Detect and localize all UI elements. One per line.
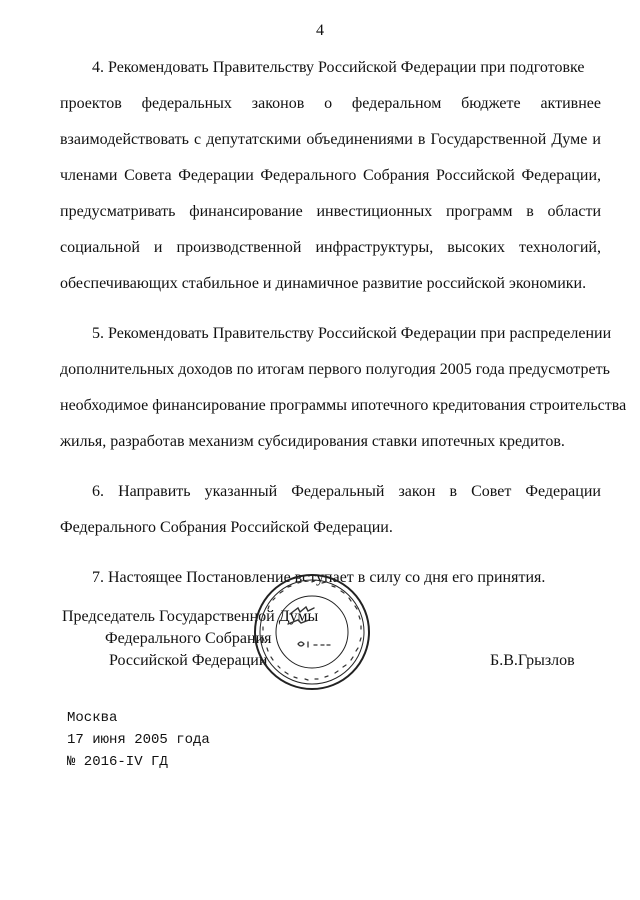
word: членами [60, 167, 118, 184]
word: депутатскими [206, 131, 302, 148]
signatory-title-line-2: Федерального Собрания [105, 630, 272, 647]
word: Российской [435, 167, 515, 184]
signatory-title-line-1: Председатель Государственной Думы [62, 608, 319, 625]
word: социальной [60, 239, 140, 256]
word: активнее [540, 95, 601, 112]
word: бюджете [461, 95, 521, 112]
word: о [324, 95, 333, 112]
word: области [547, 203, 601, 220]
word: Думе [551, 131, 588, 148]
paragraph-line-justified [60, 158, 601, 194]
footer-number: № 2016-IV ГД [67, 754, 168, 770]
word: технологий, [519, 239, 601, 256]
signatory-title-line-3: Российской Федерации [109, 652, 268, 669]
word: с [193, 131, 202, 148]
word: Федерального [260, 167, 357, 184]
word: инфраструктуры, [315, 239, 434, 256]
word: Федерации [525, 483, 601, 500]
word: программ [445, 203, 513, 220]
word: законов [251, 95, 305, 112]
word: и [592, 131, 601, 148]
paragraph-5 [60, 316, 627, 460]
word: Федерации, [521, 167, 601, 184]
paragraph-line-justified [60, 122, 601, 158]
word: производственной [176, 239, 302, 256]
footer-city: Москва [67, 710, 118, 726]
word: закон [398, 483, 436, 500]
word: взаимодействовать [60, 131, 189, 148]
word: Государственной [430, 131, 547, 148]
word: Совет [471, 483, 512, 500]
word: инвестиционных [316, 203, 433, 220]
word: федеральных [141, 95, 232, 112]
word: проектов [60, 95, 122, 112]
document-body [60, 50, 627, 610]
document-footer [67, 707, 210, 773]
word: в [417, 131, 426, 148]
word: Собрания [362, 167, 430, 184]
word: финансирование [189, 203, 303, 220]
paragraph-4 [60, 50, 601, 302]
word: Федеральный [291, 483, 385, 500]
page-number: 4 [316, 22, 324, 39]
paragraph-6 [60, 474, 601, 546]
footer-date: 17 июня 2005 года [67, 732, 210, 748]
paragraph-line: 7. Настоящее Постановление вступает в силу со дня его принятия. [92, 569, 546, 586]
paragraph-line-justified [60, 86, 601, 122]
paragraph-line-justified [60, 230, 601, 266]
word: федеральном [351, 95, 442, 112]
official-seal-stamp [252, 572, 372, 692]
paragraph-line: жилья, разработав механизм субсидирования ставки ипотечных кредитов. [60, 433, 565, 450]
paragraph-line-justified [60, 194, 601, 230]
paragraph-line: необходимое финансирование программы ипотечного кредитования строительства [60, 397, 627, 414]
word: в [526, 203, 534, 220]
word: и [153, 239, 163, 256]
word: в [449, 483, 458, 500]
paragraph-line: 4. Рекомендовать Правительству Российской Федерации при подготовке [92, 59, 585, 76]
word: объединениями [306, 131, 413, 148]
paragraph-line-justified [60, 474, 601, 510]
paragraph-line: дополнительных доходов по итогам первого полугодия 2005 года предусмотреть [60, 361, 610, 378]
paragraph-line: Федерального Собрания Российской Федерации. [60, 519, 393, 536]
word: высоких [447, 239, 505, 256]
paragraph-line: обеспечивающих стабильное и динамичное развитие российской экономики. [60, 275, 587, 292]
signatory-name: Б.В.Грызлов [490, 652, 575, 669]
paragraph-line: 5. Рекомендовать Правительству Российской Федерации при распределении [92, 325, 612, 342]
word: Совета [124, 167, 172, 184]
word: Направить [118, 483, 191, 500]
word: предусматривать [60, 203, 176, 220]
word: 6. [92, 483, 104, 500]
word: указанный [204, 483, 278, 500]
word: Федерации [178, 167, 254, 184]
